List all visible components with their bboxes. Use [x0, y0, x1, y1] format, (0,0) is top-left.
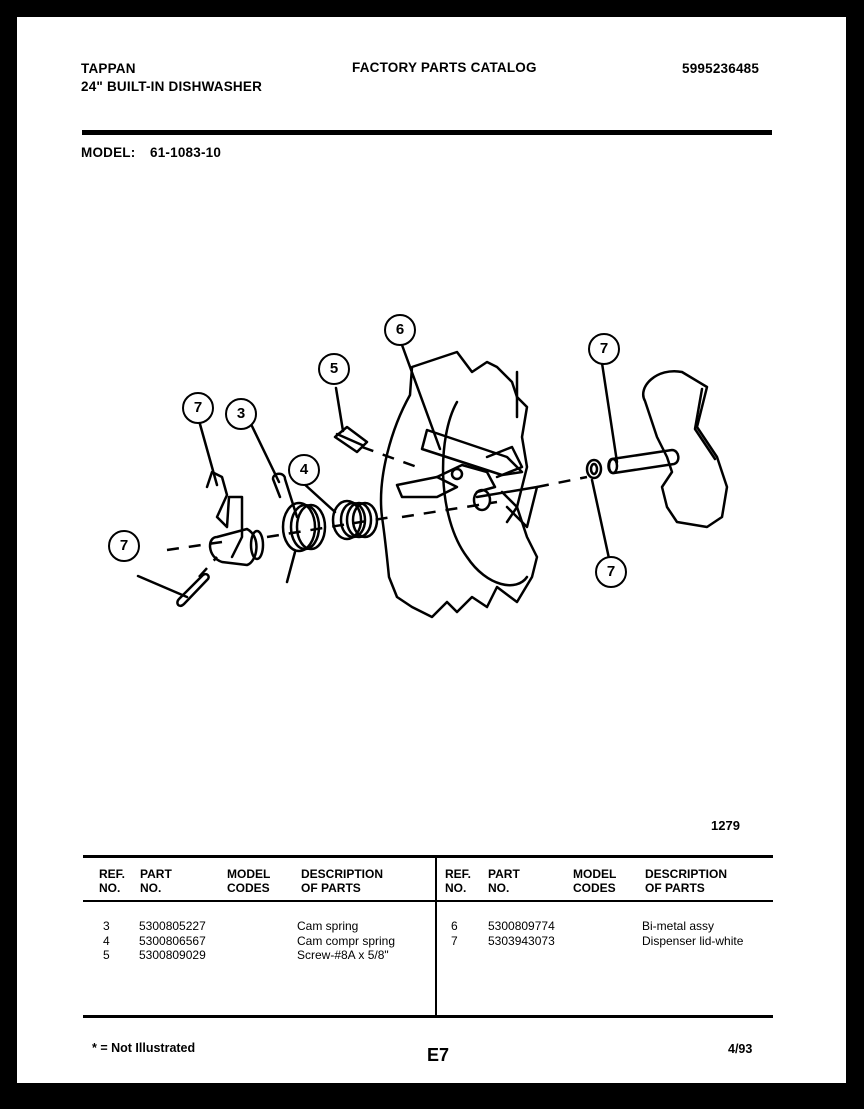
- callout-7-lower-left: 7: [108, 530, 140, 562]
- catalog-page: [17, 17, 846, 1083]
- callout-7-upper-left: 7: [182, 392, 214, 424]
- part-description: Screw-#8A x 5/8": [297, 948, 389, 962]
- col-part-no-right: PART NO.: [488, 867, 520, 895]
- page-code: E7: [427, 1045, 450, 1065]
- exploded-parts-diagram: [17, 17, 846, 737]
- callout-7-lower-right: 7: [595, 556, 627, 588]
- product-name: 24" BUILT-IN DISHWASHER: [81, 79, 263, 94]
- part-number: 5300806567: [139, 933, 206, 948]
- part-number: 5300809029: [139, 948, 206, 962]
- table-row: 6 7: [451, 919, 458, 948]
- part-number: 5300809774: [488, 919, 555, 933]
- callout-5: 5: [318, 353, 350, 385]
- part-number: 5303943073: [488, 933, 555, 948]
- model-number: 61-1083-10: [150, 145, 222, 160]
- col-model-codes-right: MODEL CODES: [573, 867, 617, 895]
- col-ref-no-right: REF. NO.: [445, 867, 472, 895]
- col-ref-no-left: REF. NO.: [99, 867, 126, 895]
- brand-name: TAPPAN: [81, 61, 136, 76]
- col-description-left: DESCRIPTION OF PARTS: [301, 867, 384, 895]
- callout-6: 6: [384, 314, 416, 346]
- catalog-title: FACTORY PARTS CATALOG: [352, 60, 537, 75]
- part-description: Dispenser lid-white: [642, 933, 744, 948]
- callout-7-upper-right: 7: [588, 333, 620, 365]
- model-label: MODEL:: [81, 145, 136, 160]
- part-number: 5300805227: [139, 919, 206, 933]
- catalog-number: 5995236485: [682, 61, 760, 76]
- table-header-rule: [83, 900, 773, 902]
- callout-4: 4: [288, 454, 320, 486]
- part-description: Bi-metal assy: [642, 919, 715, 933]
- part-description: Cam compr spring: [297, 933, 396, 948]
- callout-3: 3: [225, 398, 257, 430]
- col-description-right: DESCRIPTION OF PARTS: [645, 867, 728, 895]
- part-description: Cam spring: [297, 919, 359, 933]
- col-part-no-left: PART NO.: [140, 867, 172, 895]
- revision-date: 4/93: [728, 1042, 753, 1056]
- table-row: 3 4 5: [103, 919, 110, 962]
- table-bottom-rule: [83, 1015, 773, 1018]
- col-model-codes-left: MODEL CODES: [227, 867, 271, 895]
- figure-number: 1279: [711, 818, 740, 833]
- table-top-rule: [83, 855, 773, 858]
- not-illustrated-note: * = Not Illustrated: [92, 1041, 196, 1055]
